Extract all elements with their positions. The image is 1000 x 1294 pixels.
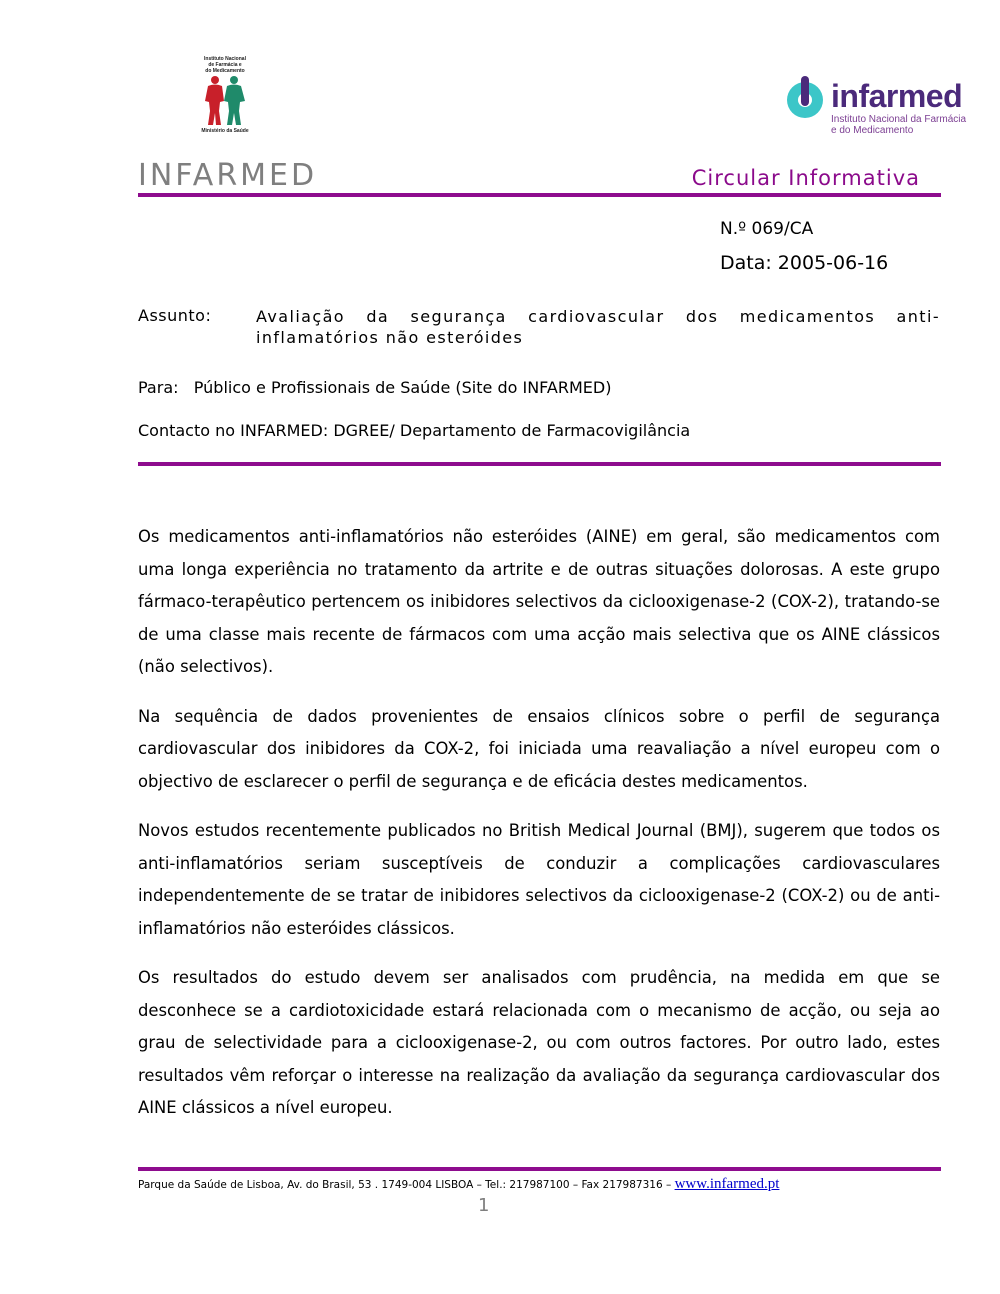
infarmed-brand-logo [785, 76, 965, 140]
meta-divider [138, 462, 941, 466]
audience-text: Público e Profissionais de Saúde (Site do INFARMED) [193, 378, 612, 397]
brand-subtitle-line-2: e do Medicamento [831, 125, 914, 136]
footer [138, 1176, 779, 1193]
infarmed-symbol-icon [785, 76, 829, 120]
body-text [138, 521, 940, 1142]
circular-number: N.º 069/CA [720, 219, 814, 239]
brand-subtitle-line-1: Instituto Nacional da Farmácia [831, 114, 967, 125]
ministry-logo [190, 56, 260, 146]
website-link[interactable]: www.infarmed.pt [674, 1176, 780, 1192]
circular-date: Data: 2005-06-16 [720, 252, 889, 274]
brand-subtitle [831, 114, 966, 136]
subject-text: Avaliação da segurança cardiovascular dos medicamentos anti-inflamatórios não esteróides [256, 307, 940, 347]
footer-divider [138, 1167, 941, 1171]
brand-name: infarmed [831, 78, 963, 114]
body-paragraph-4: Os resultados do estudo devem ser analisados com prudência, na medida em que se desconhece se a cardiotoxicidade estará relacionada com o mecanismo de acção, ou seja ao grau de selectividade para a ciclooxigenase-2, ou com outros factores. Por outro lado, estes resultados vêm reforçar o interesse na realização da avaliação da segurança cardiovascular dos AINE clássicos a nível europeu. [138, 968, 940, 1117]
audience-label: Para: [138, 378, 179, 397]
footer-address: Parque da Saúde de Lisboa, Av. do Brasil, 53 . 1749-004 LISBOA – Tel.: 217987100 – Fax 217987316 – [138, 1179, 672, 1191]
body-paragraph-2: Na sequência de dados provenientes de ensaios clínicos sobre o perfil de segurança cardiovascular dos inibidores da COX-2, foi iniciada uma reavaliação a nível europeu com o objectivo de esclarecer o perfil de segurança e de eficácia destes medicamentos. [138, 706, 940, 791]
header-title: INFARMED [138, 158, 318, 193]
ministry-logo-top-line-1: Instituto Nacional [204, 56, 246, 62]
human-figures-icon [200, 75, 250, 127]
contact-line: Contacto no INFARMED: DGREE/ Departamento de Farmacovigilância [138, 421, 691, 440]
body-paragraph-1: Os medicamentos anti-inflamatórios não esteróides (AINE) em geral, são medicamentos com uma longa experiência no tratamento da artrite e de outras situações dolorosas. A este grupo fármaco-terapêutico pertencem os inibidores selectivos da ciclooxigenase-2 (COX-2), tratando-se de uma classe mais recente de fármacos com uma acção mais selectiva que os AINE clássicos (não selectivos). [138, 527, 940, 676]
ministry-logo-top-line-3: do Medicamento [205, 68, 245, 74]
header-divider [138, 193, 941, 197]
body-paragraph-3: Novos estudos recentemente publicados no British Medical Journal (BMJ), sugerem que todos os anti-inflamatórios seriam susceptíveis de conduzir a complicações cardiovasculares independentemente de se tratar de inibidores selectivos da ciclooxigenase-2 (COX-2) ou de anti-inflamatórios não esteróides clássicos. [138, 821, 940, 938]
subject-label: Assunto: [138, 306, 212, 325]
document-type: Circular Informativa [691, 166, 920, 190]
ministry-logo-top-line-2: de Farmácia e [208, 62, 242, 68]
page-number: 1 [478, 1195, 490, 1216]
ministry-logo-bottom-text: Ministério da Saúde [201, 128, 249, 134]
audience-line [138, 378, 611, 397]
